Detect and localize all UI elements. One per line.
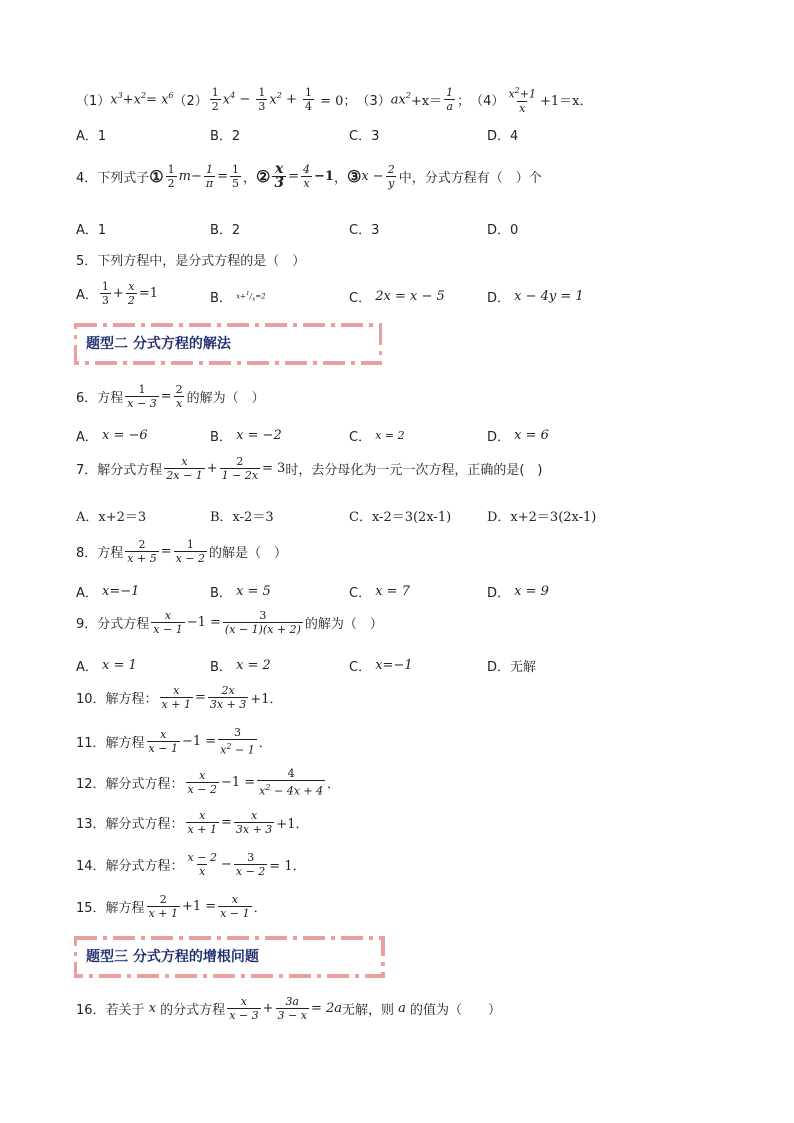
q6-option-b[interactable]: B． x = −2	[210, 428, 282, 445]
frac: $\frac{1}{x - 2}$	[175, 538, 206, 565]
frac: $\frac{1}{4}$	[305, 85, 312, 113]
q13-stem: 13．解分式方程： $\frac{x}{x + 1}$ = $\frac{x}{3x + 3}$ +1．	[76, 809, 309, 836]
q5-option-c[interactable]: C． 2x = x − 5	[349, 289, 445, 306]
q9-option-a[interactable]: A． x = 1	[76, 658, 137, 675]
frac: $\frac{4}{x}$	[303, 163, 311, 190]
q5-option-a[interactable]: A． $\frac{1}{3}$ + $\frac{x}{2}$ =1	[76, 280, 158, 307]
q5-option-d[interactable]: D． x − 4y = 1	[487, 289, 584, 306]
q6-stem: 6．方程 $\frac{1}{x - 3}$ = $\frac{2}{x}$ 的解为（ ）	[76, 383, 265, 410]
q3-eq1: $x^3+x^2= x^6$	[110, 91, 174, 108]
q7-stem: 7．解分式方程 $\frac{x}{2x - 1}$ + $\frac{2}{1 - 2x}$ = 3 时，去分母化为一元一次方程，正确的是( )	[76, 455, 543, 482]
frac: $\frac{1}{3}$	[101, 280, 109, 307]
q9-option-d[interactable]: D．无解	[487, 660, 537, 675]
frac: $\frac{x}{x - 1}$	[153, 609, 183, 636]
q9-option-b[interactable]: B． x = 2	[210, 658, 271, 675]
frac: $\frac{2}{x + 5}$	[127, 538, 157, 565]
frac: $\frac{2}{1 - 2x}$	[221, 455, 259, 482]
frac: $\frac{1}{5}$	[232, 163, 239, 190]
frac: $\frac{x}{x + 1}$	[187, 809, 217, 836]
frac: $\frac{x}{3x + 3}$	[235, 809, 273, 836]
q8-option-a[interactable]: A． x=−1	[76, 584, 140, 601]
frac: $\frac{x^2+1}{x}$	[508, 86, 536, 115]
q8-stem: 8．方程 $\frac{2}{x + 5}$ = $\frac{1}{x - 2}$ 的解是（ ）	[76, 538, 288, 565]
q4-option-c[interactable]: C．3	[349, 223, 380, 238]
section-header-3	[74, 936, 382, 974]
q6-option-c[interactable]: C． x = 2	[349, 429, 405, 445]
q4-option-b[interactable]: B．2	[210, 223, 241, 238]
q3-option-c[interactable]: C．3	[349, 129, 380, 144]
q3-option-b[interactable]: B．2	[210, 129, 241, 144]
q7-option-b[interactable]: B．x-2＝3	[210, 510, 274, 525]
frac: $\frac{x}{x - 1}$	[220, 893, 250, 920]
q7-option-a[interactable]: A．x+2＝3	[76, 510, 147, 525]
section-header-2	[74, 323, 382, 361]
q15-stem: 15．解方程 $\frac{2}{x + 1}$ +1 = $\frac{x}{x - 1}$ ．	[76, 893, 267, 920]
frac: $\frac{2}{y}$	[387, 163, 395, 190]
q11-stem: 11．解方程 $\frac{x}{x - 1}$ −1 = $\frac{3}{x^2 - 1}$ ．	[76, 726, 272, 757]
q3-option-a[interactable]: A．1	[76, 129, 107, 144]
q8-option-b[interactable]: B． x = 5	[210, 584, 271, 601]
frac: $\frac{1}{\pi}$	[205, 163, 214, 190]
frac: $\frac{2x}{3x + 3}$	[209, 684, 247, 711]
frac: $\frac{x}{x - 2}$	[187, 768, 217, 796]
frac: $\frac{1}{3}$	[258, 85, 266, 113]
frac: $\frac{x}{2}$	[127, 280, 135, 307]
q7-option-d[interactable]: D．x+2＝3(2x-1)	[487, 510, 597, 525]
q6-option-a[interactable]: A． x = −6	[76, 428, 148, 445]
q9-stem: 9．分式方程 $\frac{x}{x - 1}$ −1 = $\frac{3}{(x - 1)(x + 2)}$ 的解为（ ）	[76, 609, 383, 636]
q5-option-b[interactable]: B． $x+^1/_x=2$	[210, 290, 266, 306]
section-title: 题型三 分式方程的增根问题	[86, 949, 259, 965]
frac: $\frac{4}{x^2 - 4x + 4}$	[259, 767, 324, 798]
section-title: 题型二 分式方程的解法	[86, 336, 231, 352]
q3-option-d[interactable]: D．4	[487, 129, 519, 144]
frac: $\frac{1}{a}$	[446, 85, 454, 113]
frac: $\frac{x}{3}$	[274, 161, 285, 191]
frac: $\frac{3}{x^2 - 1}$	[220, 726, 255, 757]
frac: $\frac{1}{2}$	[167, 163, 175, 190]
frac: $\frac{1}{x - 3}$	[127, 383, 157, 410]
q4-option-d[interactable]: D．0	[487, 223, 519, 238]
frac: $\frac{2}{x + 1}$	[148, 893, 178, 920]
q4-stem: 4．下列式子 ① $\frac{1}{2}$ m − $\frac{1}{\pi}$ = $\frac{1}{5}$ ， ② $\frac{x}{3}$ = $\frac{4}{x}$ −1 ， ③ x − $\frac{2}{y}$ 中，分式方程有（ ）个	[76, 161, 542, 191]
q6-option-d[interactable]: D． x = 6	[487, 428, 549, 445]
frac: $\frac{x - 2}{x}$	[187, 851, 217, 878]
q7-option-c[interactable]: C．x-2＝3(2x-1)	[349, 510, 452, 525]
q5-stem: 5．下列方程中，是分式方程的是（ ）	[76, 254, 306, 269]
frac: $\frac{x}{2x - 1}$	[166, 455, 203, 482]
circle-two-icon: ②	[256, 167, 271, 186]
frac: $\frac{2}{x}$	[175, 383, 183, 410]
frac: $\frac{x}{x - 1}$	[148, 727, 178, 755]
q12-stem: 12．解分式方程： $\frac{x}{x - 2}$ −1 = $\frac{4}{x^2 - 4x + 4}$ ．	[76, 767, 341, 798]
q8-option-c[interactable]: C． x = 7	[349, 584, 410, 601]
q14-stem: 14．解分式方程： $\frac{x - 2}{x}$ − $\frac{3}{x - 2}$ = 1．	[76, 851, 306, 878]
frac: $\frac{1}{2}$	[211, 85, 219, 113]
q4-option-a[interactable]: A．1	[76, 223, 107, 238]
q9-option-c[interactable]: C． x=−1	[349, 658, 413, 675]
circle-one-icon: ①	[149, 167, 164, 186]
frac: $\frac{3}{(x - 1)(x + 2)}$	[224, 609, 301, 636]
circle-three-icon: ③	[346, 167, 362, 186]
frac: $\frac{3a}{3 - x}$	[277, 995, 307, 1022]
frac: $\frac{x}{x - 3}$	[229, 995, 259, 1022]
frac: $\frac{3}{x - 2}$	[235, 851, 266, 878]
q16-stem: 16．若关于 x 的分式方程 $\frac{x}{x - 3}$ + $\frac{3a}{3 - x}$ = 2a 无解，则 a 的值为（ ）	[76, 995, 502, 1022]
q10-stem: 10．解方程： $\frac{x}{x + 1}$ = $\frac{2x}{3x + 3}$ +1．	[76, 684, 283, 711]
q3-equations: （1） $x^3+x^2= x^6$ （2） $\frac{1}{2}$ $x^4$ − $\frac{1}{3}$ $x^2$ + $\frac{1}{4}$ = 0； （3） $ax^2$ +x＝ $\frac{1}{a}$ ； （4） $\frac{x^2+1}{x}$ +1＝x．	[76, 85, 593, 115]
frac: $\frac{x}{x + 1}$	[161, 684, 191, 711]
q8-option-d[interactable]: D． x = 9	[487, 584, 549, 601]
